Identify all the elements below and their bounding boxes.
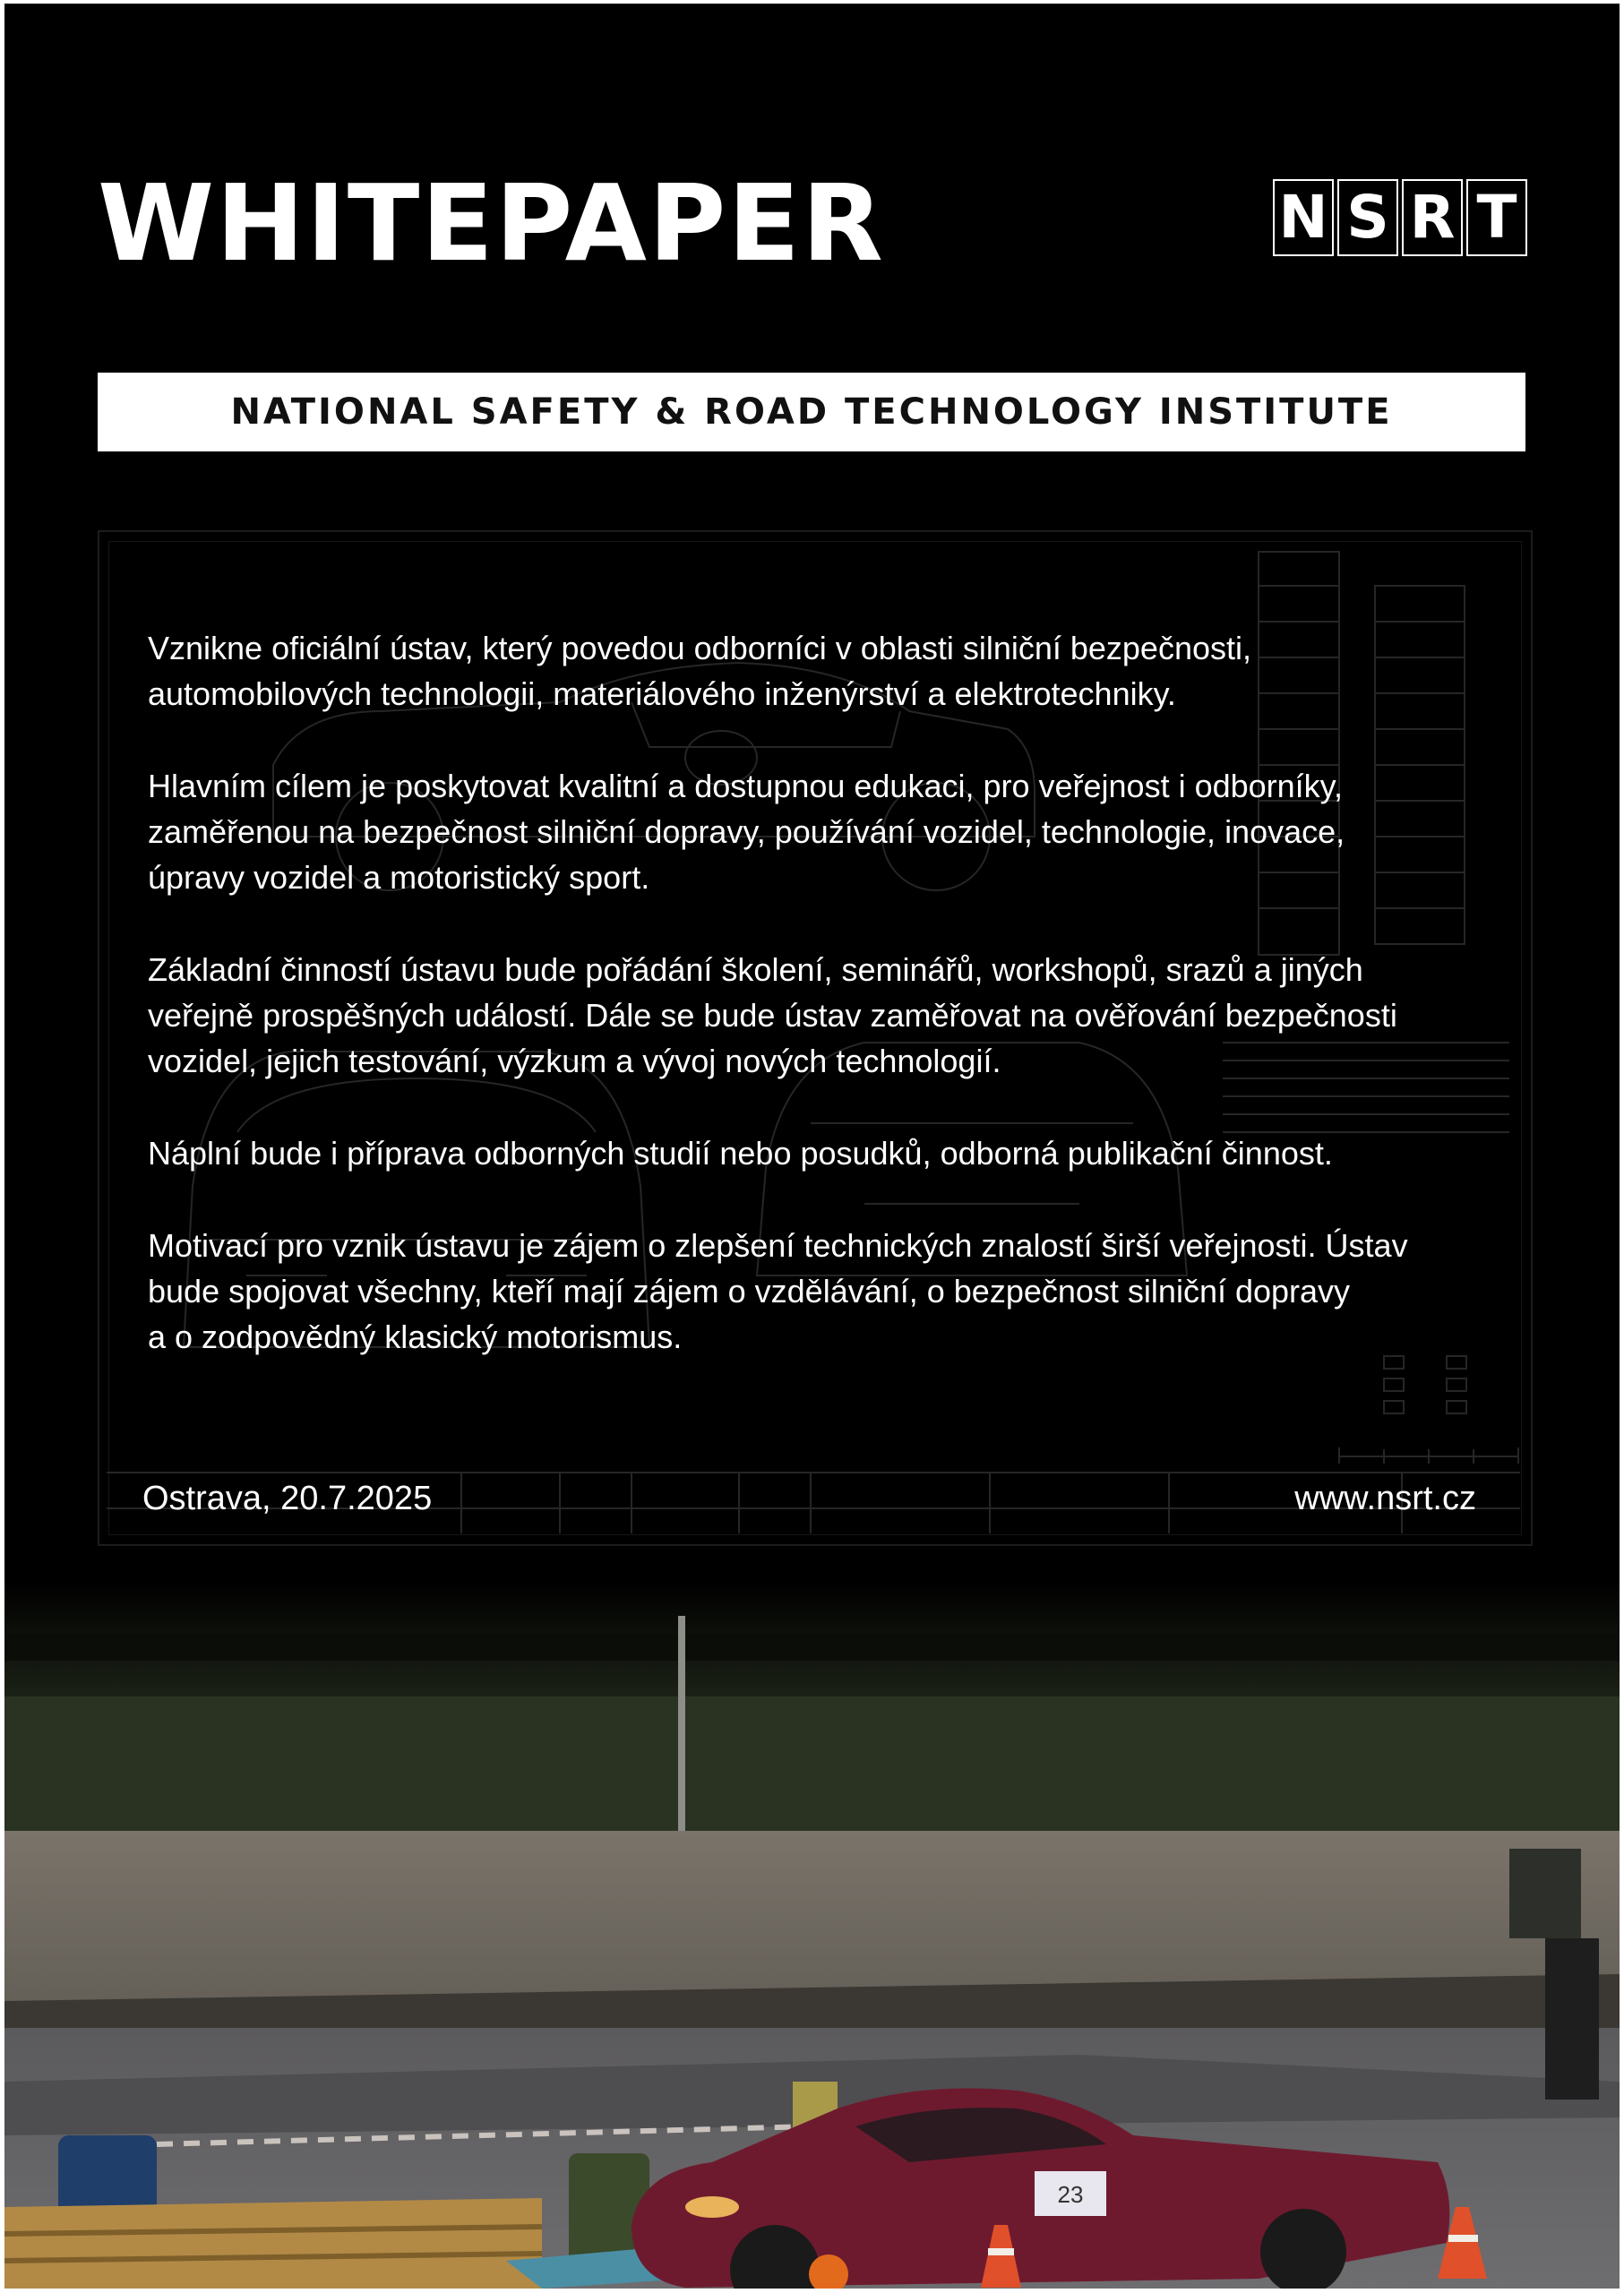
paragraph-5: Motivací pro vznik ústavu je zájem o zlepšení technických znalostí širší veřejnosti. Ústav bude spojovat všechny, kteří mají zájem o vzdělávání, o bezpečnost silniční dopravy a o zodpovědný klasický motorismus. xyxy=(148,1227,1408,1355)
body-text xyxy=(148,625,1491,1406)
paragraph-4: Náplní bude i příprava odborných studií nebo posudků, odborná publikační činnost. xyxy=(148,1135,1333,1172)
logo-letter-n: N xyxy=(1273,179,1334,256)
page-title: WHITEPAPER xyxy=(98,161,885,285)
photo-light-pole xyxy=(678,1616,685,1849)
logo-letter-r: R xyxy=(1402,179,1463,256)
paragraph-1: Vznikne oficiální ústav, který povedou odborníci v oblasti silniční bezpečnosti, automobilových technologii, materiálového inženýrství a elektrotechniky. xyxy=(148,630,1251,712)
photo-car-number: 23 xyxy=(1057,2181,1084,2208)
photo-foliage xyxy=(4,1696,1620,1840)
racing-car-photo xyxy=(4,1580,1620,2289)
whitepaper-page xyxy=(4,4,1620,2289)
paragraph-3: Základní činností ústavu bude pořádání školení, seminářů, workshopů, srazů a jiných veřejně prospěšných událostí. Dále se bude ústav zaměřovat na ověřování bezpečnosti vozidel, jejich testování, výzkum a vývoj nových technologií. xyxy=(148,951,1397,1079)
photo-dark-band xyxy=(4,1634,1620,1661)
photo-car-headlight xyxy=(685,2196,739,2218)
logo-letter-t: T xyxy=(1466,179,1527,256)
photo-chevron-sign xyxy=(1509,1849,1581,1938)
place-and-date: Ostrava, 20.7.2025 xyxy=(142,1480,433,1517)
photo-wooden-pallet xyxy=(4,2198,542,2289)
institute-name: NATIONAL SAFETY & ROAD TECHNOLOGY INSTITUTE xyxy=(230,391,1393,433)
photo-tire-stack xyxy=(1545,1938,1599,2100)
logo-letter-s: S xyxy=(1337,179,1398,256)
paragraph-2: Hlavním cílem je poskytovat kvalitní a dostupnou edukaci, pro veřejnost i odborníky, zaměřenou na bezpečnost silniční dopravy, používání vozidel, technologie, inovace, úpravy vozidel a motoristický sport. xyxy=(148,768,1345,896)
website-link[interactable]: www.nsrt.cz xyxy=(1294,1480,1476,1517)
